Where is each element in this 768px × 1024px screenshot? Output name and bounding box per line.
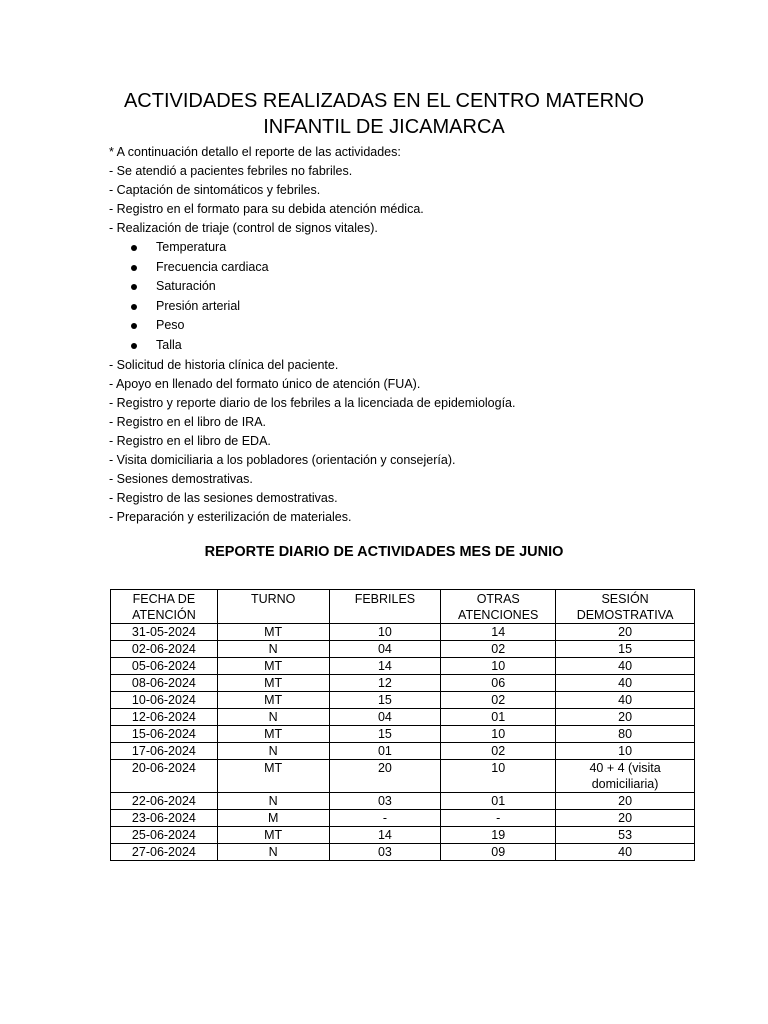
table-cell: MT [217,692,329,709]
table-cell: 01 [441,793,556,810]
bullet-icon [131,343,137,349]
bullet-icon [131,323,137,329]
document-title [0,88,768,140]
table-header-row [111,590,695,624]
table-cell: 20 [329,760,441,793]
title-line-2: INFANTIL DE JICAMARCA [263,116,505,138]
table-cell: 20 [556,709,695,726]
vital-sign-item [109,297,709,317]
activity-item: - Registro en el libro de EDA. [109,433,271,448]
activity-item: - Realización de triaje (control de signos vitales). [109,221,378,235]
activity-item: - Sesiones demostrativas. [109,471,253,486]
table-row [111,760,695,793]
table-cell: N [217,743,329,760]
table-cell: MT [217,827,329,844]
table-cell: 20-06-2024 [111,760,218,793]
column-header: OTRAS ATENCIONES [441,590,556,624]
table-cell: 20 [556,624,695,641]
table-cell: 15 [329,692,441,709]
table-cell: 20 [556,793,695,810]
activity-item: - Apoyo en llenado del formato único de atención (FUA). [109,376,421,391]
activity-item: - Registro en el formato para su debida atención médica. [109,202,424,216]
table-cell: 22-06-2024 [111,793,218,810]
activity-item: - Registro en el libro de IRA. [109,414,267,429]
column-header: FECHA DE ATENCIÓN [111,590,218,624]
vital-signs-list [109,238,709,356]
bullet-icon [131,304,137,310]
table-row [111,793,695,810]
vital-sign-label: Temperatura [156,240,227,254]
table-row [111,810,695,827]
table-cell: 10 [441,658,556,675]
activity-item: - Se atendió a pacientes febriles no fabriles. [109,164,353,178]
column-header: TURNO [217,590,329,624]
activity-item: - Captación de sintomáticos y febriles. [109,183,321,197]
table-cell: 01 [329,743,441,760]
table-cell: 23-06-2024 [111,810,218,827]
table-cell: 10 [441,760,556,793]
bullet-icon [131,284,137,290]
table-cell: 02 [441,692,556,709]
table-cell: 31-05-2024 [111,624,218,641]
title-line-1: ACTIVIDADES REALIZADAS EN EL CENTRO MATERNO [123,90,645,112]
table-cell: N [217,641,329,658]
vital-sign-item [109,336,709,356]
activity-item: - Solicitud de historia clínica del paciente. [109,357,339,372]
bullet-icon [131,245,137,251]
table-row [111,641,695,658]
report-table [110,589,695,861]
vital-sign-label: Talla [156,337,182,352]
table-cell: 20 [556,810,695,827]
vital-sign-item [109,316,709,336]
table-cell: MT [217,658,329,675]
table-cell: MT [217,624,329,641]
table-cell: - [329,810,441,827]
table-cell: 27-06-2024 [111,844,218,861]
table-cell: 15 [329,726,441,743]
table-cell: 40 [556,675,695,692]
table-cell: 53 [556,827,695,844]
table-row [111,844,695,861]
vital-sign-label: Saturación [156,279,216,294]
table-cell: 05-06-2024 [111,658,218,675]
table-cell: 40 + 4 (visita domiciliaria) [556,760,695,793]
table-cell: 19 [441,827,556,844]
table-cell: MT [217,760,329,793]
activities-list-before [109,162,709,238]
table-cell: 15-06-2024 [111,726,218,743]
table-row [111,675,695,692]
table-cell: 80 [556,726,695,743]
table-cell: 40 [556,692,695,709]
activity-item: - Registro de las sesiones demostrativas. [109,490,338,505]
table-cell: 40 [556,844,695,861]
table-cell: 08-06-2024 [111,675,218,692]
column-header: FEBRILES [329,590,441,624]
table-cell: 14 [329,827,441,844]
vital-sign-item [109,277,709,297]
table-cell: M [217,810,329,827]
table-row [111,726,695,743]
vital-sign-label: Peso [156,318,185,333]
table-row [111,658,695,675]
report-title: REPORTE DIARIO DE ACTIVIDADES MES DE JUNIO [204,544,564,560]
table-row [111,692,695,709]
table-cell: 02 [441,641,556,658]
table-cell: N [217,844,329,861]
bullet-icon [131,265,137,271]
table-cell: 03 [329,844,441,861]
vital-sign-label: Presión arterial [156,298,241,313]
table-cell: 04 [329,709,441,726]
table-cell: 12 [329,675,441,692]
table-cell: 15 [556,641,695,658]
table-cell: 02-06-2024 [111,641,218,658]
vital-sign-label: Frecuencia cardiaca [156,259,269,274]
vital-sign-item [109,238,709,258]
table-row [111,709,695,726]
table-body [111,624,695,861]
intro-text: * A continuación detallo el reporte de las actividades: [109,145,401,159]
vital-sign-item [109,258,709,278]
table-cell: MT [217,675,329,692]
activities-list-after [109,356,709,527]
table-cell: 14 [441,624,556,641]
table-row [111,827,695,844]
activity-item: - Preparación y esterilización de materiales. [109,509,352,524]
table-cell: 02 [441,743,556,760]
table-cell: 10 [556,743,695,760]
table-cell: 10-06-2024 [111,692,218,709]
table-cell: N [217,793,329,810]
column-header: SESIÓN DEMOSTRATIVA [556,590,695,624]
activity-item: - Registro y reporte diario de los febriles a la licenciada de epidemiología. [109,395,516,410]
table-row [111,624,695,641]
table-cell: 06 [441,675,556,692]
activities-section [109,143,709,527]
table-cell: 25-06-2024 [111,827,218,844]
table-cell: - [441,810,556,827]
table-cell: 03 [329,793,441,810]
table-row [111,743,695,760]
table-cell: 12-06-2024 [111,709,218,726]
table-cell: 14 [329,658,441,675]
table-cell: 09 [441,844,556,861]
table-cell: 40 [556,658,695,675]
table-cell: 10 [441,726,556,743]
table-cell: 17-06-2024 [111,743,218,760]
table-cell: 01 [441,709,556,726]
table-cell: N [217,709,329,726]
activity-item: - Visita domiciliaria a los pobladores (orientación y consejería). [109,452,456,467]
table-cell: 10 [329,624,441,641]
table-cell: 04 [329,641,441,658]
table-cell: MT [217,726,329,743]
